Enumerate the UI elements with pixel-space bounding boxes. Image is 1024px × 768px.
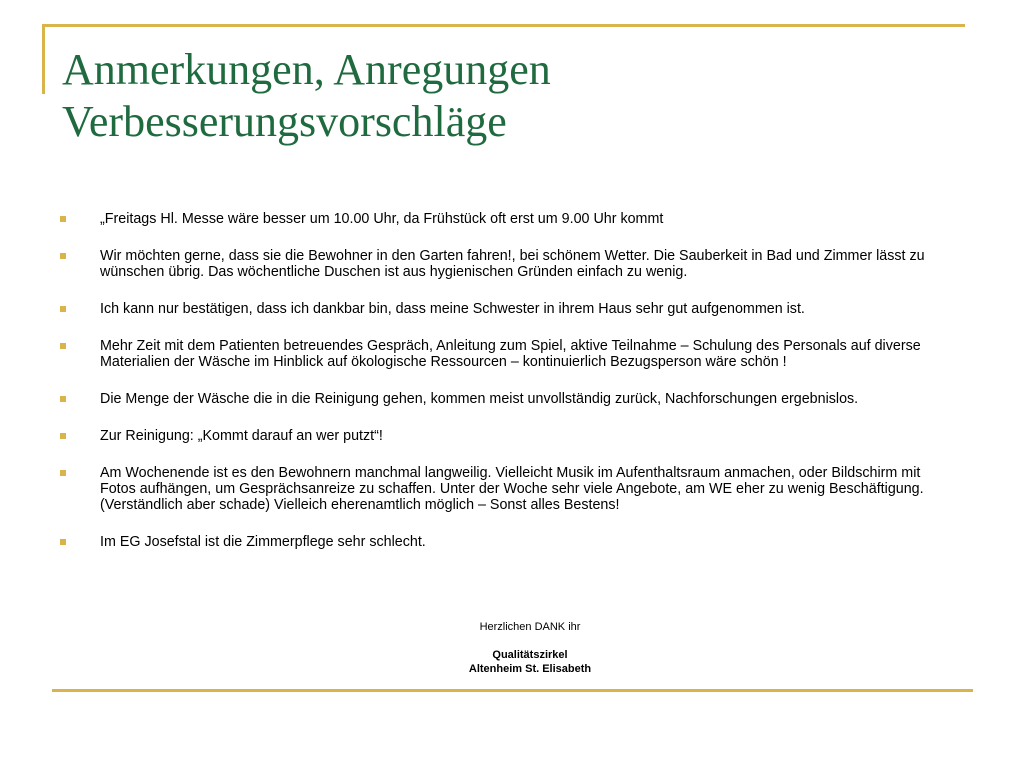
square-bullet-icon: [60, 470, 66, 476]
slide-title: [62, 44, 962, 148]
closing-thanks: Herzlichen DANK ihr: [479, 621, 581, 633]
square-bullet-icon: [60, 306, 66, 312]
bullet-text: Zur Reinigung: „Kommt darauf an wer putzt“!: [100, 428, 383, 444]
square-bullet-icon: [60, 539, 66, 545]
square-bullet-icon: [60, 433, 66, 439]
bullet-item: [60, 391, 960, 407]
bullet-text: Mehr Zeit mit dem Patienten betreuendes Gespräch, Anleitung zum Spiel, aktive Teilnahme – Schulung des Personals auf diverse Materialien der Wäsche im Hinblick auf ökologische Ressourcen – kontinuierlich Bezugsperson wäre schön !: [100, 338, 921, 370]
bullet-item: [60, 428, 960, 444]
bullet-text: Am Wochenende ist es den Bewohnern manchmal langweilig. Vielleicht Musik im Aufenthaltsraum anmachen, oder Bildschirm mit Fotos aufhängen, um Gesprächsanreize zu schaffen. Unter der Woche sehr viele Angebote, am WE eher zu wenig Beschäftigung. (Verständlich aber schade) Vielleich eherenamtlich möglich – Sonst alles Bestens!: [100, 465, 924, 513]
frame-bottom-line: [52, 689, 973, 692]
frame-top-line: [42, 24, 965, 27]
bullet-text: Wir möchten gerne, dass sie die Bewohner in den Garten fahren!, bei schönem Wetter. Die Sauberkeit in Bad und Zimmer lässt zu wünschen übrig. Das wöchentliche Duschen ist aus hygienischen Gründen einfach zu wenig.: [100, 248, 925, 280]
frame-left-line: [42, 24, 45, 94]
bullet-list: [60, 211, 960, 571]
bullet-text: Die Menge der Wäsche die in die Reinigung gehen, kommen meist unvollständig zurück, Nachforschungen ergebnislos.: [100, 391, 859, 407]
square-bullet-icon: [60, 343, 66, 349]
square-bullet-icon: [60, 396, 66, 402]
signature-line-1: Qualitätszirkel: [492, 649, 568, 661]
square-bullet-icon: [60, 216, 66, 222]
bullet-item: [60, 465, 960, 513]
bullet-item: [60, 338, 960, 370]
bullet-item: [60, 534, 960, 550]
closing-signature: [400, 648, 660, 676]
signature-line-2: Altenheim St. Elisabeth: [468, 663, 592, 675]
bullet-text: „Freitags Hl. Messe wäre besser um 10.00 Uhr, da Frühstück oft erst um 9.00 Uhr kommt: [100, 211, 664, 227]
bullet-item: [60, 211, 960, 227]
bullet-item: [60, 248, 960, 280]
title-line-2: Verbesserungsvorschläge: [62, 97, 507, 146]
title-line-1: Anmerkungen, Anregungen: [62, 45, 551, 94]
square-bullet-icon: [60, 253, 66, 259]
bullet-item: [60, 301, 960, 317]
bullet-text: Ich kann nur bestätigen, dass ich dankbar bin, dass meine Schwester in ihrem Haus sehr gut aufgenommen ist.: [100, 301, 805, 317]
bullet-text: Im EG Josefstal ist die Zimmerpflege sehr schlecht.: [100, 534, 426, 550]
